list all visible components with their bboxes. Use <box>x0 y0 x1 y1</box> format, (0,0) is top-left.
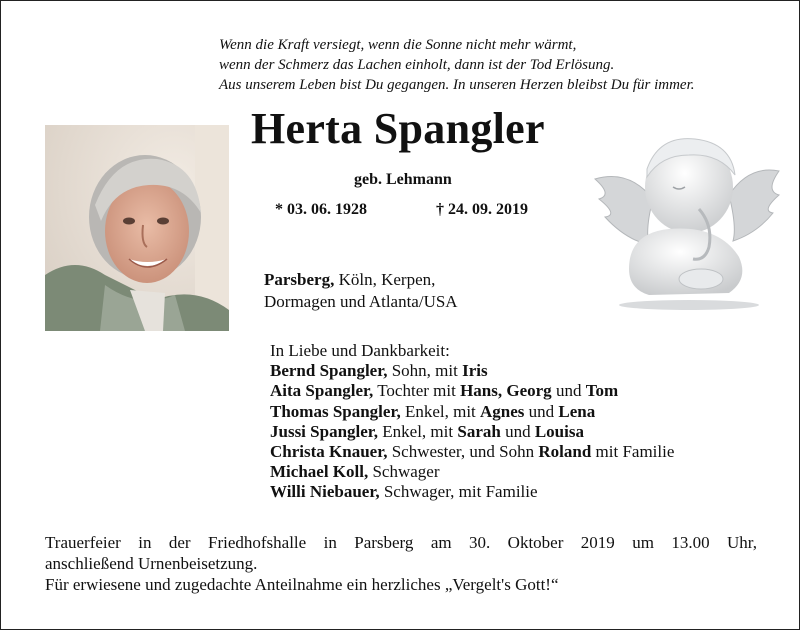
maiden-name: geb. Lehmann <box>354 171 452 188</box>
mourner-row <box>270 422 674 442</box>
mourner-name: Aita Spangler, <box>270 381 374 401</box>
relative-name: Louisa <box>534 421 584 441</box>
birth-date: * 03. 06. 1928 <box>275 201 367 218</box>
funeral-line-1: Trauerfeier in der Friedhofshalle in Parsberg am 30. Oktober 2019 um 13.00 Uhr, <box>45 533 757 552</box>
relative-name: Iris <box>462 361 488 381</box>
gratitude-line: Für erwiesene und zugedachte Anteilnahme ein herzliches „Vergelt's Gott!“ <box>45 575 559 594</box>
relative-name: Roland <box>538 442 592 462</box>
poem-line: Aus unserem Leben bist Du gegangen. In unseren Herzen bleibst Du für immer. <box>219 77 695 93</box>
mourner-row <box>270 361 674 381</box>
mourner-name: Willi Niebauer, <box>270 482 380 502</box>
mourner-text: mit Familie <box>591 442 675 462</box>
relative-name: Agnes <box>480 401 525 421</box>
poem <box>219 35 695 95</box>
poem-line: wenn der Schmerz das Lachen einholt, dann ist der Tod Erlösung. <box>219 57 615 73</box>
mourner-name: Michael Koll, <box>270 462 369 482</box>
relative-name: Tom <box>585 381 619 401</box>
mourners <box>270 341 674 503</box>
mourner-text: Sohn, mit <box>387 361 463 381</box>
mourner-text: Schwester, und Sohn <box>387 442 539 462</box>
mourner-name: Jussi Spangler, <box>270 421 379 441</box>
deceased-name: Herta Spangler <box>251 104 545 153</box>
mourner-name: Bernd Spangler, <box>270 361 388 381</box>
relative-name: Sarah <box>457 421 501 441</box>
places <box>264 269 458 313</box>
mourner-row <box>270 381 674 401</box>
angel-figure-image <box>589 129 785 313</box>
mourner-row <box>270 402 674 422</box>
mourner-row <box>270 482 674 502</box>
poem-line: Wenn die Kraft versiegt, wenn die Sonne nicht mehr wärmt, <box>219 37 577 53</box>
place-line-2: Dormagen und Atlanta/USA <box>264 292 458 311</box>
mourner-text: Enkel, mit <box>400 401 481 421</box>
mourner-text: und <box>500 421 535 441</box>
mourner-text: Enkel, mit <box>378 421 458 441</box>
mourner-name: Christa Knauer, <box>270 442 388 462</box>
relative-name: Lena <box>558 401 596 421</box>
place-rest: Köln, Kerpen, <box>334 270 436 289</box>
mourner-text: Schwager, mit Familie <box>379 482 538 502</box>
mourner-name: Thomas Spangler, <box>270 401 401 421</box>
mourner-row <box>270 462 674 482</box>
mourner-text: und <box>551 381 586 401</box>
mourners-intro: In Liebe und Dankbarkeit: <box>270 341 450 360</box>
mourner-text: und <box>524 401 559 421</box>
relative-name: Hans, Georg <box>460 381 552 401</box>
mourner-text: Schwager <box>368 462 440 482</box>
mourner-text: Tochter mit <box>373 381 461 401</box>
place-main: Parsberg, <box>264 270 335 289</box>
mourner-row <box>270 442 674 462</box>
death-date: † 24. 09. 2019 <box>436 201 528 218</box>
portrait-photo <box>45 125 229 331</box>
funeral-line-2: anschließend Urnenbeisetzung. <box>45 554 258 573</box>
funeral-info <box>45 532 757 595</box>
